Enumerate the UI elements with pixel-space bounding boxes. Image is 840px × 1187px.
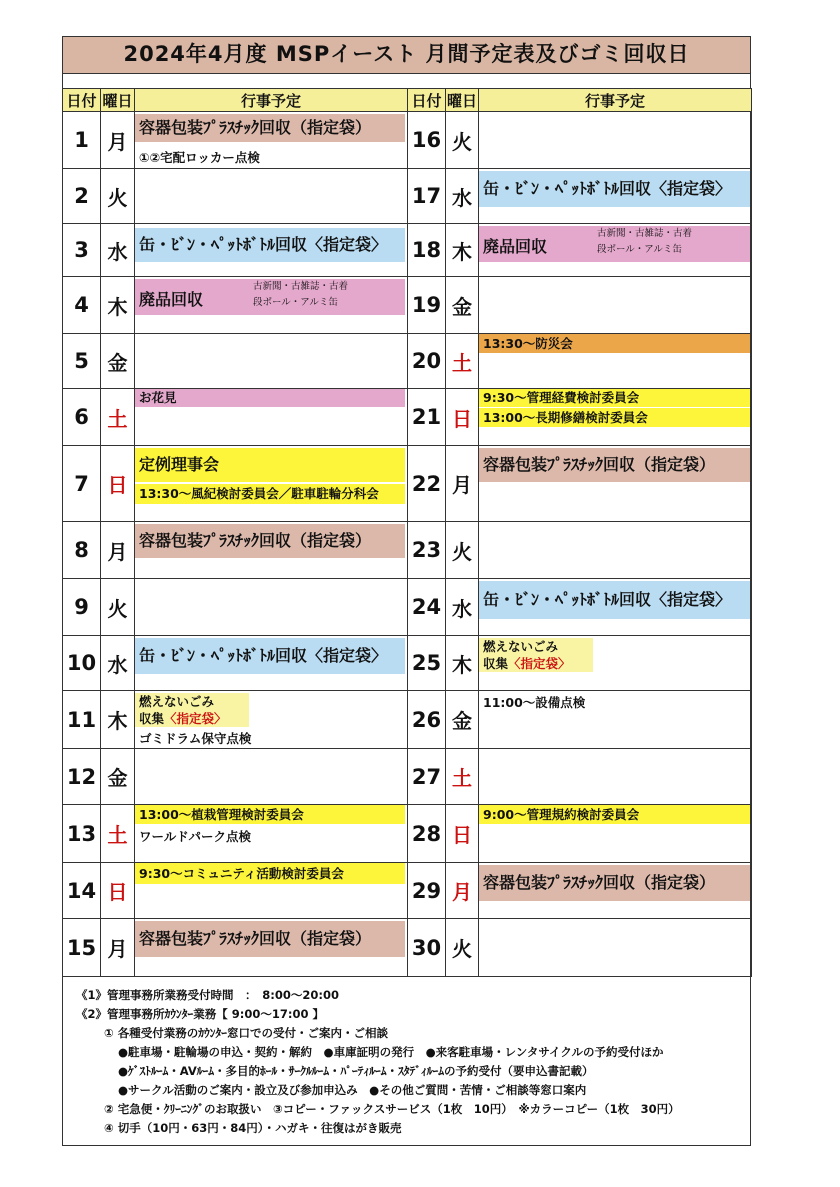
- weekday: 水: [101, 636, 135, 691]
- event-cell: [135, 805, 408, 863]
- event-haihin-note2: 段ボール・アルミ缶: [253, 297, 338, 308]
- event-cell: [135, 749, 408, 805]
- day-number: 17: [408, 169, 446, 224]
- event-cell: [135, 389, 408, 446]
- event-bousai: 13:30～防災会: [479, 334, 750, 353]
- office-notes: [76, 986, 680, 1138]
- event-haihin: 廃品回収: [483, 237, 548, 256]
- event-haihin-band: [479, 226, 750, 262]
- header-weekday: 曜日: [101, 89, 135, 112]
- day-number: 29: [408, 863, 446, 919]
- day-number: 10: [63, 636, 101, 691]
- weekday: 月: [101, 522, 135, 579]
- event-cell: [135, 691, 408, 749]
- day-number: 5: [63, 334, 101, 389]
- day-number: 25: [408, 636, 446, 691]
- event-cell: [135, 636, 408, 691]
- event-cell: [479, 334, 752, 389]
- weekday: 月: [446, 863, 479, 919]
- event-cell: [479, 112, 752, 169]
- event-cell: [135, 334, 408, 389]
- note-item: ●駐車場・駐輪場の申込・契約・解約 ●車庫証明の発行 ●来客駐車場・レンタサイクルの予約受付ほか: [118, 1045, 664, 1059]
- day-number: 12: [63, 749, 101, 805]
- event-haihin-band: [135, 279, 405, 315]
- day-number: 3: [63, 224, 101, 277]
- weekday: 水: [101, 224, 135, 277]
- day-number: 18: [408, 224, 446, 277]
- note-item: ④ 切手（10円・63円・84円）・ハガキ・往復はがき販売: [104, 1121, 402, 1135]
- event-cell: [135, 224, 408, 277]
- weekday: 木: [446, 636, 479, 691]
- day-number: 8: [63, 522, 101, 579]
- event-cell: [479, 579, 752, 636]
- event-cell: [135, 169, 408, 224]
- event-cans: 缶・ﾋﾞﾝ・ﾍﾟｯﾄﾎﾞﾄﾙ回収〈指定袋〉: [479, 581, 750, 619]
- weekday: 水: [446, 579, 479, 636]
- event-teirei: 定例理事会: [135, 448, 405, 482]
- weekday: 月: [101, 112, 135, 169]
- event-locker: ①②宅配ロッカー点検: [139, 150, 260, 165]
- weekday: 土: [446, 334, 479, 389]
- header-weekday: 曜日: [446, 89, 479, 112]
- weekday: 土: [101, 389, 135, 446]
- weekday: 木: [101, 691, 135, 749]
- page-title: 2024年4月度 MSPイースト 月間予定表及びゴミ回収日: [62, 36, 751, 74]
- event-shitei-bag: 〈指定袋〉: [508, 656, 571, 671]
- event-moenai-collection: [483, 655, 593, 672]
- event-kiyaku: 9:00～管理規約検討委員会: [479, 805, 750, 824]
- day-number: 7: [63, 446, 101, 522]
- weekday: 月: [101, 919, 135, 977]
- event-cell: [135, 277, 408, 334]
- event-ohanami: お花見: [135, 389, 405, 407]
- weekday: 金: [446, 691, 479, 749]
- event-haihin-note1: 古新聞・古雑誌・古着: [253, 281, 349, 292]
- event-cans: 缶・ﾋﾞﾝ・ﾍﾟｯﾄﾎﾞﾄﾙ回収〈指定袋〉: [135, 638, 405, 674]
- day-number: 1: [63, 112, 101, 169]
- event-shushu: 収集: [139, 711, 165, 726]
- note-item: ① 各種受付業務のｶｳﾝﾀｰ窓口での受付・ご案内・ご相談: [104, 1026, 388, 1040]
- header-events: 行事予定: [479, 89, 752, 112]
- event-cans: 缶・ﾋﾞﾝ・ﾍﾟｯﾄﾎﾞﾄﾙ回収〈指定袋〉: [135, 228, 405, 262]
- event-moenai: [135, 693, 249, 727]
- event-cell: [479, 389, 752, 446]
- day-number: 2: [63, 169, 101, 224]
- weekday: 火: [101, 579, 135, 636]
- weekday: 日: [446, 389, 479, 446]
- event-cell: [479, 636, 752, 691]
- weekday: 日: [101, 863, 135, 919]
- event-cell: [479, 169, 752, 224]
- day-number: 16: [408, 112, 446, 169]
- event-moenai-collection: [139, 710, 249, 727]
- day-number: 14: [63, 863, 101, 919]
- event-haihin-note2: 段ボール・アルミ缶: [597, 244, 682, 255]
- day-number: 22: [408, 446, 446, 522]
- note-counter: 《2》管理事務所ｶｳﾝﾀｰ業務【 9:00～17:00 】: [76, 1007, 324, 1021]
- header-day: 日付: [63, 89, 101, 112]
- event-cell: [479, 522, 752, 579]
- day-number: 30: [408, 919, 446, 977]
- day-number: 26: [408, 691, 446, 749]
- event-cell: [135, 863, 408, 919]
- event-cell: [479, 224, 752, 277]
- event-shokusai: 13:00～植栽管理検討委員会: [135, 805, 405, 824]
- day-number: 27: [408, 749, 446, 805]
- day-number: 20: [408, 334, 446, 389]
- day-number: 4: [63, 277, 101, 334]
- event-haihin: 廃品回収: [139, 290, 204, 309]
- event-shitei-bag: 〈指定袋〉: [164, 711, 227, 726]
- weekday: 土: [101, 805, 135, 863]
- event-cell: [135, 522, 408, 579]
- note-hours: 《1》管理事務所業務受付時間 ： 8:00～20:00: [76, 988, 339, 1002]
- weekday: 火: [446, 522, 479, 579]
- weekday: 水: [446, 169, 479, 224]
- event-cell: [135, 579, 408, 636]
- event-plastic: 容器包装ﾌﾟﾗｽﾁｯｸ回収（指定袋）: [135, 114, 405, 142]
- event-haihin-note1: 古新聞・古雑誌・古着: [597, 228, 693, 239]
- weekday: 火: [101, 169, 135, 224]
- header-events: 行事予定: [135, 89, 408, 112]
- weekday: 火: [446, 919, 479, 977]
- event-cell: [479, 863, 752, 919]
- header-day: 日付: [408, 89, 446, 112]
- day-number: 6: [63, 389, 101, 446]
- day-number: 13: [63, 805, 101, 863]
- weekday: 日: [101, 446, 135, 522]
- event-community: 9:30～コミュニティ活動検討委員会: [135, 863, 405, 884]
- event-cell: [479, 446, 752, 522]
- weekday: 日: [446, 805, 479, 863]
- event-moenai-label: 燃えないごみ: [483, 639, 559, 654]
- day-number: 21: [408, 389, 446, 446]
- event-worldpark: ワールドパーク点検: [139, 829, 252, 844]
- event-cell: [135, 919, 408, 977]
- weekday: 金: [446, 277, 479, 334]
- note-item: ●サークル活動のご案内・設立及び参加申込み ●その他ご質問・苦情・ご相談等窓口案内: [118, 1083, 587, 1097]
- note-item: ●ｹﾞｽﾄﾙｰﾑ・AVﾙｰﾑ・多目的ﾎｰﾙ・ｻｰｸﾙﾙｰﾑ・ﾊﾟｰﾃｨﾙｰﾑ・ｽﾀﾃﾞｨﾙｰﾑの予約受付（要申込書記載）: [118, 1064, 594, 1078]
- event-shushu: 収集: [483, 656, 509, 671]
- event-plastic: 容器包装ﾌﾟﾗｽﾁｯｸ回収（指定袋）: [479, 865, 750, 901]
- weekday: 金: [101, 334, 135, 389]
- event-keihi: 9:30～管理経費検討委員会: [479, 389, 750, 407]
- event-plastic: 容器包装ﾌﾟﾗｽﾁｯｸ回収（指定袋）: [135, 921, 405, 957]
- day-number: 15: [63, 919, 101, 977]
- note-item: ② 宅急便・ｸﾘｰﾆﾝｸﾞのお取扱い ③コピー・ファックスサービス（1枚 10円） ※カラーコピー（1枚 30円）: [104, 1102, 680, 1116]
- event-cell: [135, 446, 408, 522]
- weekday: 金: [101, 749, 135, 805]
- event-setsubi: 11:00～設備点検: [483, 695, 586, 710]
- event-cell: [479, 691, 752, 749]
- event-chouki: 13:00～長期修繕検討委員会: [479, 408, 750, 427]
- event-cell: [135, 112, 408, 169]
- weekday: 木: [101, 277, 135, 334]
- event-cell: [479, 749, 752, 805]
- event-moenai-label: 燃えないごみ: [139, 694, 215, 709]
- event-plastic: 容器包装ﾌﾟﾗｽﾁｯｸ回収（指定袋）: [135, 524, 405, 558]
- event-cell: [479, 919, 752, 977]
- event-gomidrum: ゴミドラム保守点検: [139, 731, 252, 746]
- event-moenai: [479, 638, 593, 672]
- calendar-right: [407, 88, 752, 977]
- weekday: 月: [446, 446, 479, 522]
- day-number: 11: [63, 691, 101, 749]
- event-cell: [479, 805, 752, 863]
- weekday: 土: [446, 749, 479, 805]
- event-plastic: 容器包装ﾌﾟﾗｽﾁｯｸ回収（指定袋）: [479, 448, 750, 482]
- weekday: 火: [446, 112, 479, 169]
- day-number: 24: [408, 579, 446, 636]
- day-number: 9: [63, 579, 101, 636]
- calendar-left: [62, 88, 408, 977]
- event-cans: 缶・ﾋﾞﾝ・ﾍﾟｯﾄﾎﾞﾄﾙ回収〈指定袋〉: [479, 171, 750, 207]
- event-fuki: 13:30～風紀検討委員会／駐車駐輪分科会: [135, 484, 405, 504]
- event-cell: [479, 277, 752, 334]
- weekday: 木: [446, 224, 479, 277]
- day-number: 19: [408, 277, 446, 334]
- day-number: 23: [408, 522, 446, 579]
- day-number: 28: [408, 805, 446, 863]
